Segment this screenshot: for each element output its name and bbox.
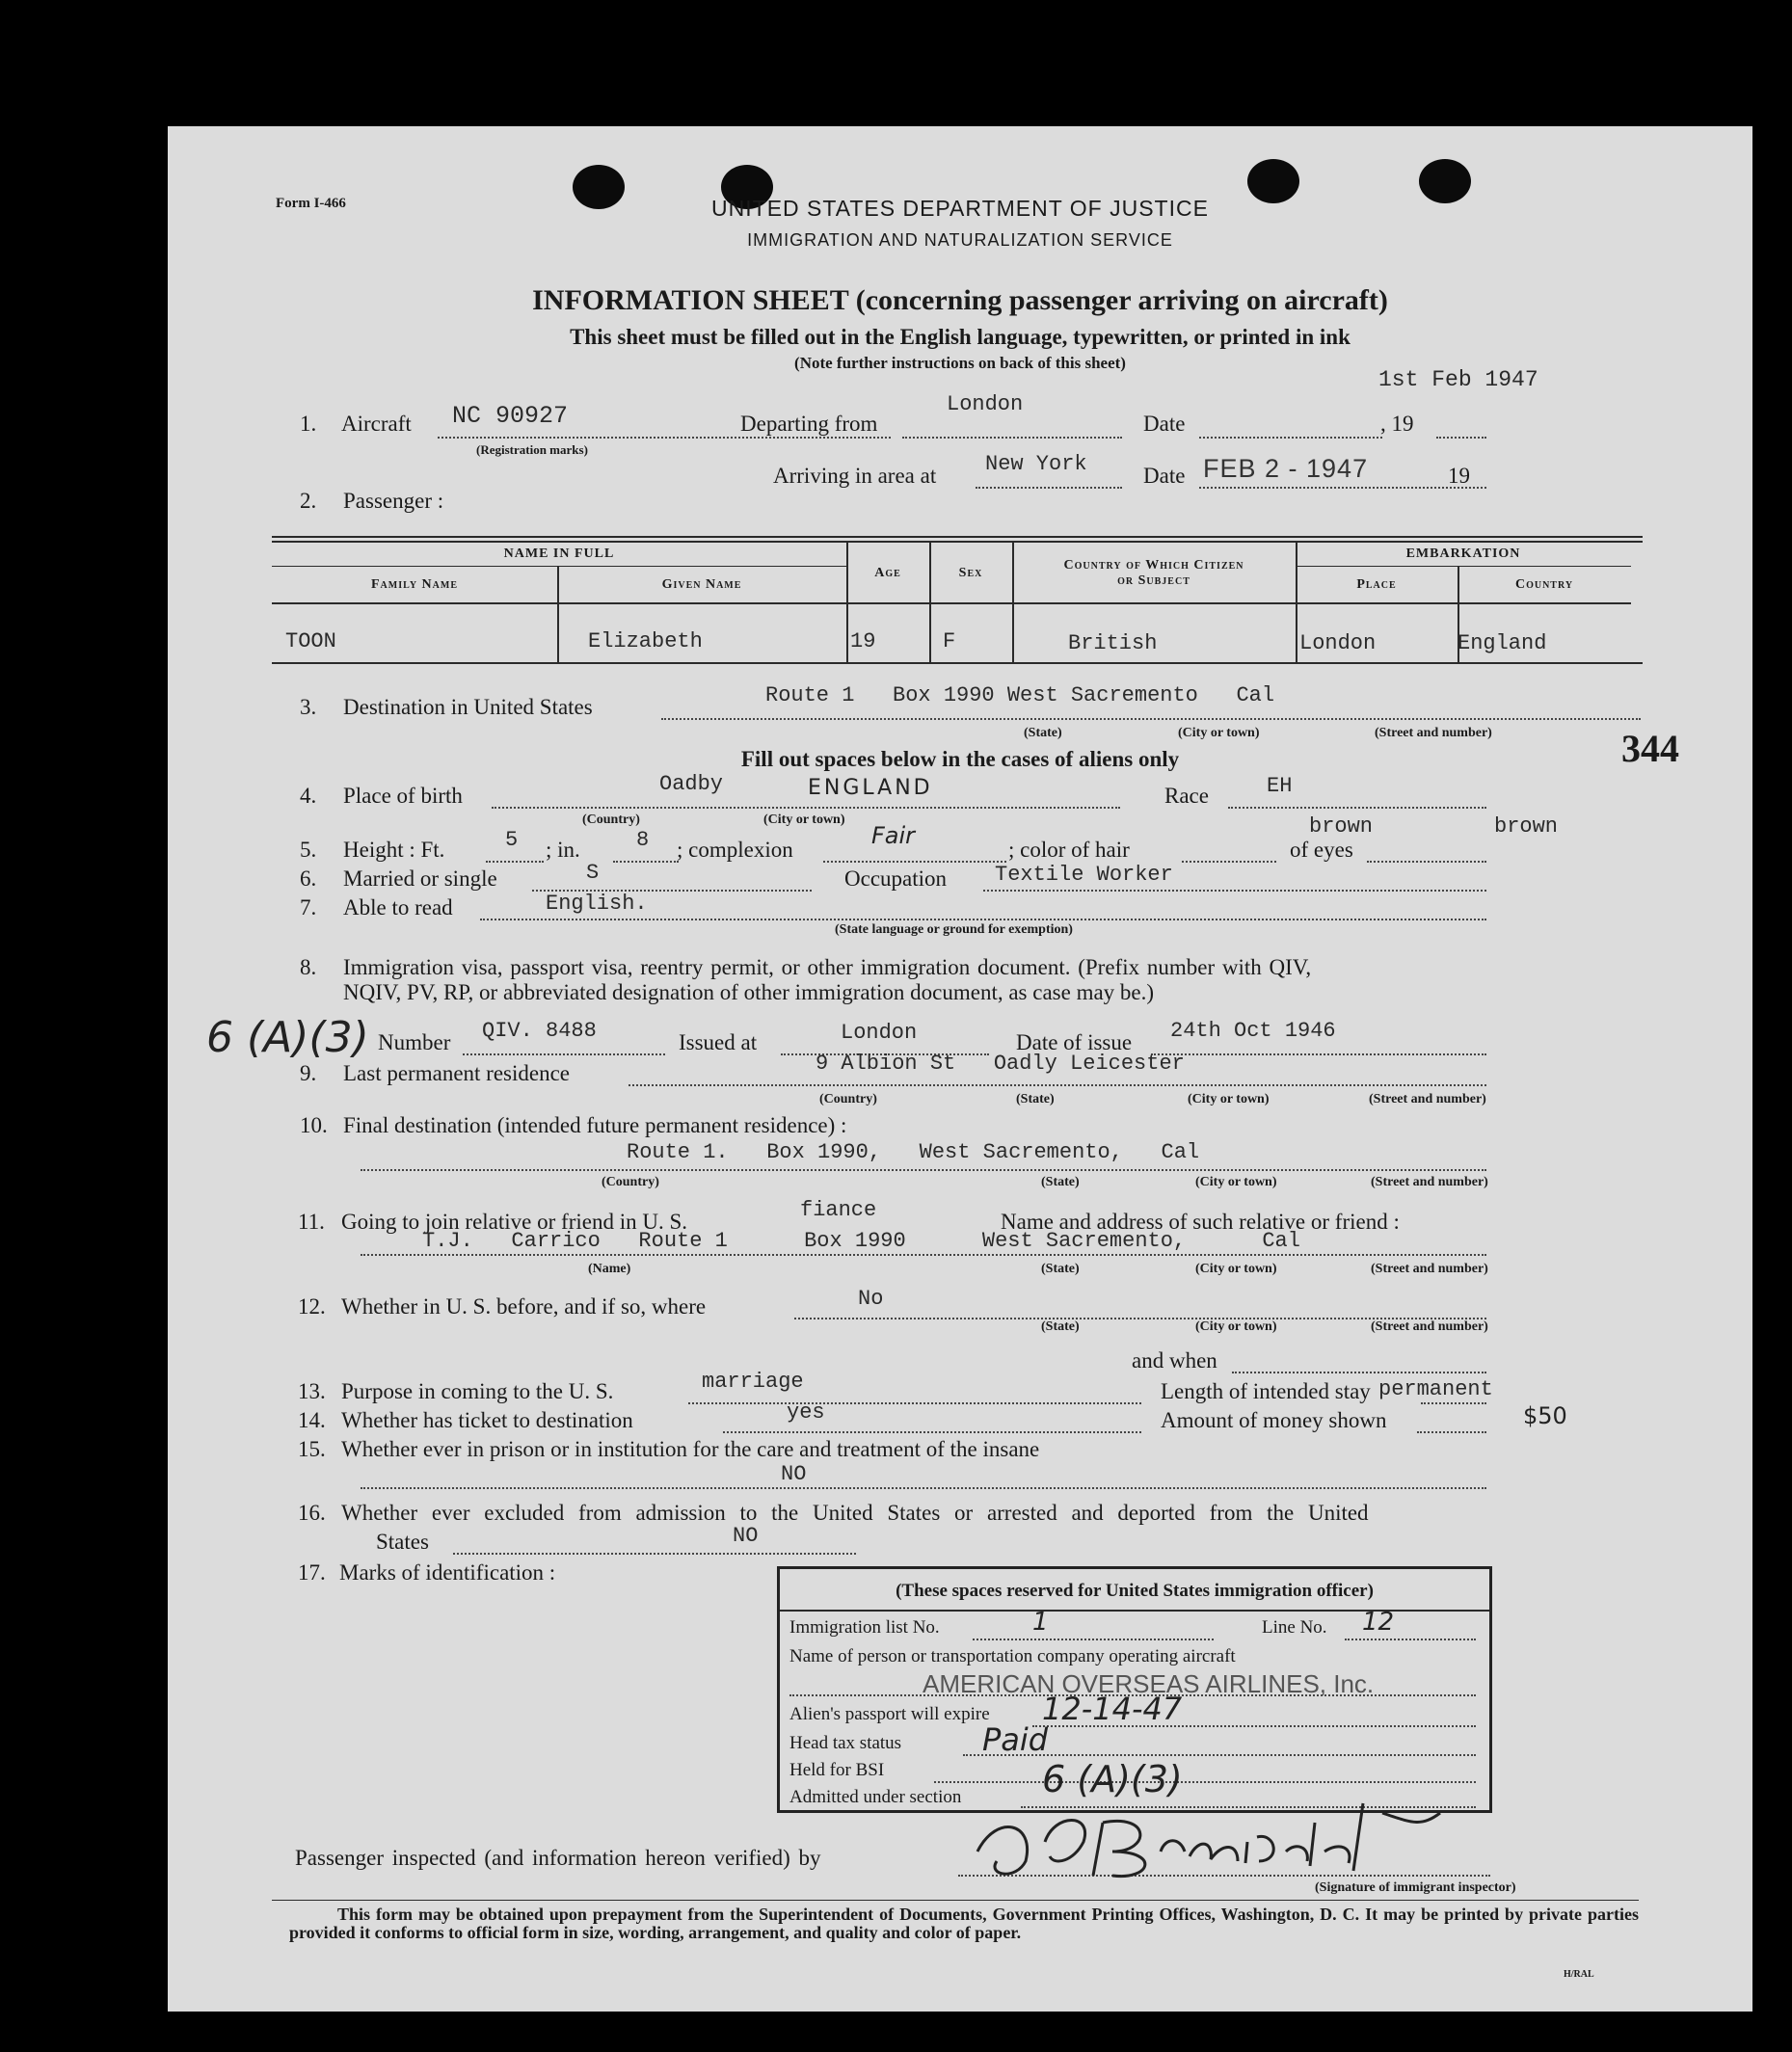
birth-town: Oadby (659, 772, 724, 796)
service-heading: IMMIGRATION AND NATURALIZATION SERVICE (747, 230, 1173, 250)
inspector-signature (958, 1784, 1479, 1890)
form-sheet (168, 126, 1752, 2012)
caption-street: (Street and number) (1369, 1092, 1486, 1106)
caption-state: (State) (1024, 726, 1062, 740)
final-destination-value: Route 1. Box 1990, West Sacremento, Cal (627, 1140, 1200, 1164)
header-embarkation: EMBARKATION (1405, 546, 1521, 561)
passport-label: Alien's passport will expire (789, 1704, 990, 1724)
marital-value: S (586, 861, 600, 885)
arriving-label: Arriving in area at (773, 464, 937, 488)
height-in-label: ; in. (546, 838, 580, 862)
year-suffix: , 19 (1380, 412, 1414, 436)
form-title: INFORMATION SHEET (concerning passenger arriving on aircraft) (532, 284, 1388, 316)
height-ft-label: Height : Ft. (343, 838, 445, 862)
read-label: Able to read (343, 895, 453, 919)
departing-label: Departing from (740, 412, 878, 436)
destination-label: Destination in United States (343, 695, 593, 719)
cell-place: London (1299, 631, 1377, 655)
registration-caption: (Registration marks) (476, 442, 588, 457)
caption-country: (Country) (602, 1175, 659, 1189)
cell-age: 19 (850, 629, 876, 653)
caption-state: (State) (1041, 1175, 1080, 1189)
departing-value: London (947, 392, 1024, 416)
arrival-date-stamp: FEB 2 - 1947 (1203, 454, 1369, 483)
item-number: 1. (300, 412, 317, 436)
relative-name-label: Name and address of such relative or friend : (1001, 1210, 1400, 1234)
destination-value: Route 1 Box 1990 West Sacremento Cal (765, 683, 1275, 707)
section-label: Admitted under section (789, 1787, 962, 1807)
height-in: 8 (636, 828, 650, 852)
cell-family-name: TOON (285, 629, 336, 653)
eyes-value: brown (1494, 814, 1559, 839)
caption-city: (City or town) (763, 813, 845, 827)
before-value: No (858, 1287, 884, 1311)
caption-street: (Street and number) (1375, 726, 1492, 740)
ticket-label: Whether has ticket to destination (341, 1408, 633, 1432)
footer-text: This form may be obtained upon prepayment from the Superintendent of Documents, Government Printing Offices, Washington, D. C. It may be printed by private parties provided it conforms to official form in size, wording, arrangement, and quality and color of paper. (289, 1905, 1639, 1942)
arrival-date-label: Date (1143, 464, 1186, 488)
list-value: 1 (1032, 1608, 1049, 1637)
cell-given-name: Elizabeth (588, 629, 703, 653)
caption-name: (Name) (588, 1262, 631, 1276)
marital-label: Married or single (343, 866, 497, 891)
company-label: Name of person or transportation company operating aircraft (789, 1646, 1236, 1666)
purpose-value: marriage (702, 1370, 804, 1394)
header-sex: Sex (958, 566, 983, 580)
item-number: 14. (298, 1408, 326, 1432)
caption-state: (State) (1041, 1262, 1080, 1276)
header-country: Country (1514, 577, 1574, 592)
caption-city: (City or town) (1195, 1319, 1277, 1334)
header-name-in-full: NAME IN FULL (503, 546, 615, 561)
race-value: EH (1267, 774, 1293, 798)
item-number: 8. (300, 955, 317, 979)
bsi-label: Held for BSI (789, 1760, 885, 1780)
stamp-number: 344 (1621, 727, 1679, 770)
doc-number-value: QIV. 8488 (482, 1019, 597, 1043)
officer-box (777, 1566, 1492, 1813)
money-label: Amount of money shown (1161, 1408, 1387, 1432)
caption-street: (Street and number) (1371, 1262, 1488, 1276)
line-label: Line No. (1262, 1617, 1327, 1638)
hair-label: ; color of hair (1008, 838, 1130, 862)
cell-sex: F (943, 629, 956, 653)
department-heading: UNITED STATES DEPARTMENT OF JUSTICE (711, 196, 1209, 221)
caption-city: (City or town) (1178, 726, 1260, 740)
excluded-value: NO (733, 1524, 759, 1548)
item-number: 3. (300, 695, 317, 719)
aircraft-value: NC 90927 (452, 402, 569, 430)
caption-state: (State) (1041, 1319, 1080, 1334)
caption-city: (City or town) (1188, 1092, 1270, 1106)
cell-country: England (1458, 631, 1547, 655)
inspected-label: Passenger inspected (and information hereon verified) by (295, 1846, 821, 1870)
residence-label: Last permanent residence (343, 1061, 570, 1085)
stay-value: permanent (1378, 1377, 1493, 1401)
doc-number-label: Number (378, 1030, 451, 1054)
section-value: 6 (A)(3) (1042, 1758, 1183, 1800)
relation-value: fiance (800, 1198, 877, 1222)
departure-date-value: 1st Feb 1947 (1378, 367, 1538, 392)
document-text-line2: NQIV, PV, RP, or abbreviated designation of other immigration document, as case may be.) (343, 980, 1155, 1004)
list-label: Immigration list No. (789, 1617, 940, 1638)
item-number: 2. (300, 489, 317, 513)
issued-label: Issued at (679, 1030, 758, 1054)
date-label: Date (1143, 412, 1186, 436)
header-given-name: Given Name (661, 577, 742, 592)
header-or-subject: or Subject (1117, 573, 1190, 588)
item-number: 15. (298, 1437, 326, 1461)
height-ft: 5 (505, 828, 519, 852)
item-number: 13. (298, 1379, 326, 1403)
company-stamp: AMERICAN OVERSEAS AIRLINES, Inc. (923, 1669, 1375, 1698)
tax-value: Paid (982, 1721, 1049, 1758)
item-number: 7. (300, 895, 317, 919)
issue-date-value: 24th Oct 1946 (1170, 1019, 1336, 1043)
item-number: 10. (300, 1113, 328, 1137)
prison-label: Whether ever in prison or in institution for the care and treatment of the insane (341, 1437, 1040, 1461)
aircraft-label: Aircraft (341, 412, 412, 436)
final-destination-label: Final destination (intended future permanent residence) : (343, 1113, 847, 1137)
caption-street: (Street and number) (1371, 1319, 1488, 1334)
item-number: 6. (300, 866, 317, 891)
line-value: 12 (1362, 1608, 1395, 1637)
tax-label: Head tax status (789, 1733, 902, 1753)
excluded-label: Whether ever excluded from admission to the United States or arrested and deported from the United (341, 1501, 1369, 1525)
passenger-label: Passenger : (343, 489, 444, 513)
occupation-label: Occupation (844, 866, 948, 891)
caption-street: (Street and number) (1371, 1175, 1488, 1189)
margin-note: 6 (A)(3) (206, 1013, 369, 1062)
header-country-citizen: Country of Which Citizen (1063, 558, 1244, 573)
cell-citizen: British (1068, 631, 1158, 655)
before-label: Whether in U. S. before, and if so, where (341, 1294, 707, 1319)
caption-city: (City or town) (1195, 1262, 1277, 1276)
caption-country: (Country) (819, 1092, 877, 1106)
officer-heading: (These spaces reserved for United States immigration officer) (896, 1581, 1374, 1601)
hair-value: brown (1309, 814, 1374, 839)
item-number: 16. (298, 1501, 326, 1525)
ticket-value: yes (787, 1400, 825, 1425)
arriving-value: New York (985, 452, 1087, 476)
prison-value: NO (781, 1462, 807, 1486)
form-note: (Note further instructions on back of this sheet) (794, 354, 1126, 372)
complexion-value: Fair (871, 822, 916, 849)
purpose-label: Purpose in coming to the U. S. (341, 1379, 614, 1403)
item-number: 11. (298, 1210, 325, 1234)
join-label: Going to join relative or friend in U. S. (341, 1210, 687, 1234)
header-place: Place (1356, 577, 1397, 592)
item-number: 9. (300, 1061, 317, 1085)
caption-country: (Country) (582, 813, 640, 827)
item-number: 4. (300, 784, 317, 808)
eyes-label: of eyes (1290, 838, 1353, 862)
issued-value: London (841, 1021, 918, 1045)
birthplace-label: Place of birth (343, 784, 463, 808)
race-label: Race (1164, 784, 1209, 808)
when-label: and when (1132, 1348, 1217, 1372)
residence-value: 9 Albion St Oadly Leicester (816, 1052, 1185, 1076)
item-number: 12. (298, 1294, 326, 1319)
document-text-line1: Immigration visa, passport visa, reentry permit, or other immigration document. (Prefix number with QIV, (343, 955, 1312, 979)
money-value: $50 (1523, 1402, 1567, 1429)
passport-value: 12-14-47 (1042, 1691, 1183, 1727)
item-number: 17. (298, 1560, 326, 1585)
occupation-value: Textile Worker (995, 863, 1173, 887)
item-number: 5. (300, 838, 317, 862)
complexion-label: ; complexion (677, 838, 793, 862)
read-caption: (State language or ground for exemption) (835, 922, 1073, 937)
excluded-label-2: States (376, 1530, 429, 1554)
form-number: Form I-466 (276, 196, 346, 211)
caption-state: (State) (1016, 1092, 1055, 1106)
signature-caption: (Signature of immigrant inspector) (1315, 1880, 1516, 1895)
birth-country: ENGLAND (808, 776, 933, 800)
issue-date-label: Date of issue (1016, 1030, 1133, 1054)
aliens-heading: Fill out spaces below in the cases of aliens only (740, 747, 1180, 771)
relative-value: T.J. Carrico Route 1 Box 1990 West Sacremento, Cal (422, 1229, 1300, 1253)
print-code: H/RAL (1564, 1969, 1594, 1980)
caption-city: (City or town) (1195, 1175, 1277, 1189)
form-subtitle: This sheet must be filled out in the English language, typewritten, or printed in ink (570, 325, 1351, 349)
header-age: Age (874, 566, 901, 580)
stay-label: Length of intended stay (1161, 1379, 1371, 1403)
arrival-year-suffix: 19 (1448, 464, 1470, 488)
header-family-name: Family Name (370, 577, 459, 592)
read-value: English. (546, 892, 648, 916)
marks-label: Marks of identification : (339, 1560, 556, 1585)
